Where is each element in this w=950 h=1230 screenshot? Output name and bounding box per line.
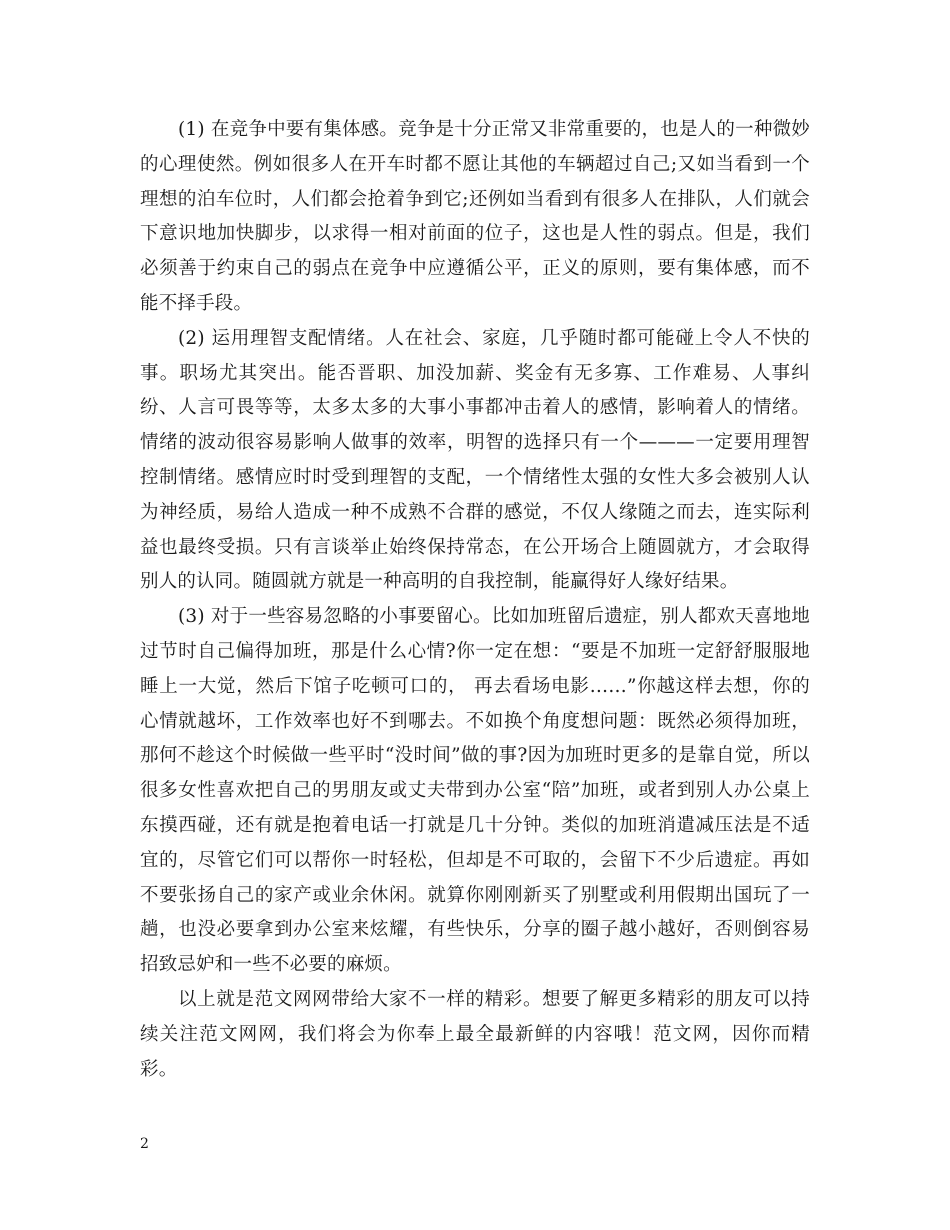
paragraph-3: (3) 对于一些容易忽略的小事要留心。比如加班留后遗症，别人都欢天喜地地过节时自己偏得加班，那是什么心情?你一定在想：“要是不加班一定舒舒服服地睡上一大觉，然后下馆子吃顿可口的， 再去看场电影……”你越这样去想，你的心情就越坏，工作效率也好不到哪去。不如换个角度想问题：既然必须得加班，那何不趁这个时候做一些平时“没时间”做的事?因为加班时更多的是靠自觉，所以很多女性喜欢把自己的男朋友或丈夫带到办公室“陪”加班，或者到别人办公桌上东摸西碰，还有就是抱着电话一打就是几十分钟。类似的加班消遣减压法是不适宜的，尽管它们可以帮你一时轻松，但却是不可取的，会留下不少后遗症。再如不要张扬自己的家产或业余休闲。就算你刚刚新买了别墅或利用假期出国玩了一趟，也没必要拿到办公室来炫耀，有些快乐，分享的圈子越小越好，否则倒容易招致忌妒和一些不必要的麻烦。 [140,606,810,976]
paragraph-1: (1) 在竞争中要有集体感。竞争是十分正常又非常重要的，也是人的一种微妙的心理使然。例如很多人在开车时都不愿让其他的车辆超过自己;又如当看到一个理想的泊车位时，人们都会抢着争到它;还例如当看到有很多人在排队，人们就会下意识地加快脚步，以求得一相对前面的位子，这也是人性的弱点。但是，我们必须善于约束自己的弱点在竞争中应遵循公平，正义的原则，要有集体感，而不能不择手段。 [140,119,810,314]
paragraph-4: 以上就是范文网网带给大家不一样的精彩。想要了解更多精彩的朋友可以持续关注范文网网，我们将会为你奉上最全最新鲜的内容哦！范文网，因你而精彩。 [140,988,810,1080]
paragraph-2: (2) 运用理智支配情绪。人在社会、家庭，几乎随时都可能碰上令人不快的事。职场尤其突出。能否晋职、加没加薪、奖金有无多寡、工作难易、人事纠纷、人言可畏等等，太多太多的大事小事都冲击着人的感情，影响着人的情绪。情绪的波动很容易影响人做事的效率，明智的选择只有一个———一定要用理智控制情绪。感情应时时受到理智的支配，一个情绪性太强的女性大多会被别人认为神经质，易给人造成一种不成熟不合群的感觉，不仅人缘随之而去，连实际利益也最终受损。只有言谈举止始终保持常态，在公开场合上随圆就方，才会取得别人的认同。随圆就方就是一种高明的自我控制，能赢得好人缘好结果。 [140,327,810,593]
document-body [140,113,810,1087]
page-number: 2 [140,1136,149,1152]
